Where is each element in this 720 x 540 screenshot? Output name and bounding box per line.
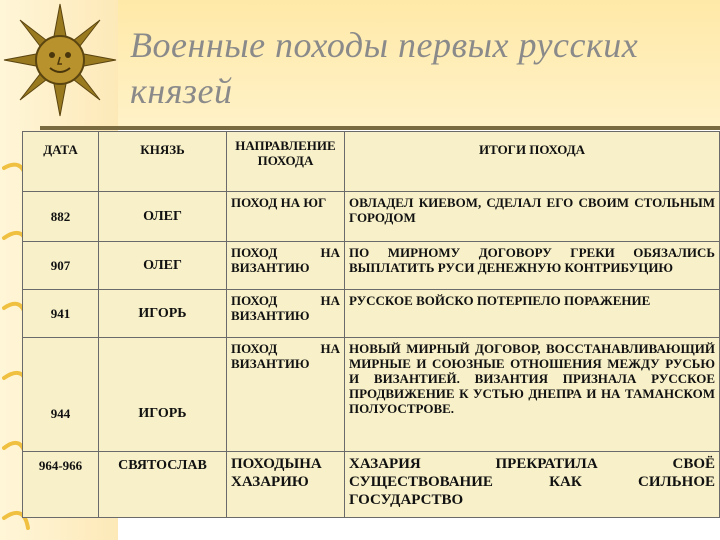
cell-prince: ИГОРЬ [99,290,227,338]
cell-result: ХАЗАРИЯ ПРЕКРАТИЛА СВОЁ СУЩЕСТВОВАНИЕ КАК СИЛЬНОЕ ГОСУДАРСТВО [345,452,720,518]
cell-date: 941 [23,290,99,338]
header-result: ИТОГИ ПОХОДА [345,132,720,192]
table-row [23,290,720,338]
cell-date: 944 [23,338,99,452]
cell-result: ПО МИРНОМУ ДОГОВОРУ ГРЕКИ ОБЯЗАЛИСЬ ВЫПЛАТИТЬ РУСИ ДЕНЕЖНУЮ КОНТРИБУЦИЮ [345,242,720,290]
cell-direction: ПОХОДЫНА ХАЗАРИЮ [227,452,345,518]
table-row [23,242,720,290]
table-header-row [23,132,720,192]
header-rule [40,126,720,130]
cell-result: НОВЫЙ МИРНЫЙ ДОГОВОР, ВОССТАНАВЛИВАЮЩИЙ МИРНЫЕ И СОЮЗНЫЕ ОТНОШЕНИЯ МЕЖДУ РУСЬЮ И ВИЗАНТИЕЙ. ВИЗАНТИЯ ПРИЗНАЛА РУССКОЕ ПРОДВИЖЕНИЕ К УСТЬЮ ДНЕПРА И НА ТАМАНСКОМ ПОЛУОСТРОВЕ. [345,338,720,452]
cell-prince: ИГОРЬ [99,338,227,452]
table-row [23,192,720,242]
cell-result: РУССКОЕ ВОЙСКО ПОТЕРПЕЛО ПОРАЖЕНИЕ [345,290,720,338]
cell-date: 964-966 [23,452,99,518]
cell-prince: ОЛЕГ [99,192,227,242]
cell-direction: ПОХОД НА ЮГ [227,192,345,242]
sun-face-logo [2,2,118,118]
cell-result: ОВЛАДЕЛ КИЕВОМ, СДЕЛАЛ ЕГО СВОИМ СТОЛЬНЫМ ГОРОДОМ [345,192,720,242]
table-row [23,338,720,452]
cell-direction: ПОХОД НА ВИЗАНТИЮ [227,242,345,290]
header-direction: НАПРАВЛЕНИЕ ПОХОДА [227,132,345,192]
cell-direction: ПОХОД НА ВИЗАНТИЮ [227,290,345,338]
page-title: Военные походы первых русских князей [130,25,639,111]
table-row [23,452,720,518]
cell-date: 907 [23,242,99,290]
cell-date: 882 [23,192,99,242]
header-prince: КНЯЗЬ [99,132,227,192]
header-date: ДАТА [23,132,99,192]
cell-direction: ПОХОД НА ВИЗАНТИЮ [227,338,345,452]
cell-prince: СВЯТОСЛАВ [99,452,227,518]
campaigns-table [22,131,720,518]
cell-prince: ОЛЕГ [99,242,227,290]
